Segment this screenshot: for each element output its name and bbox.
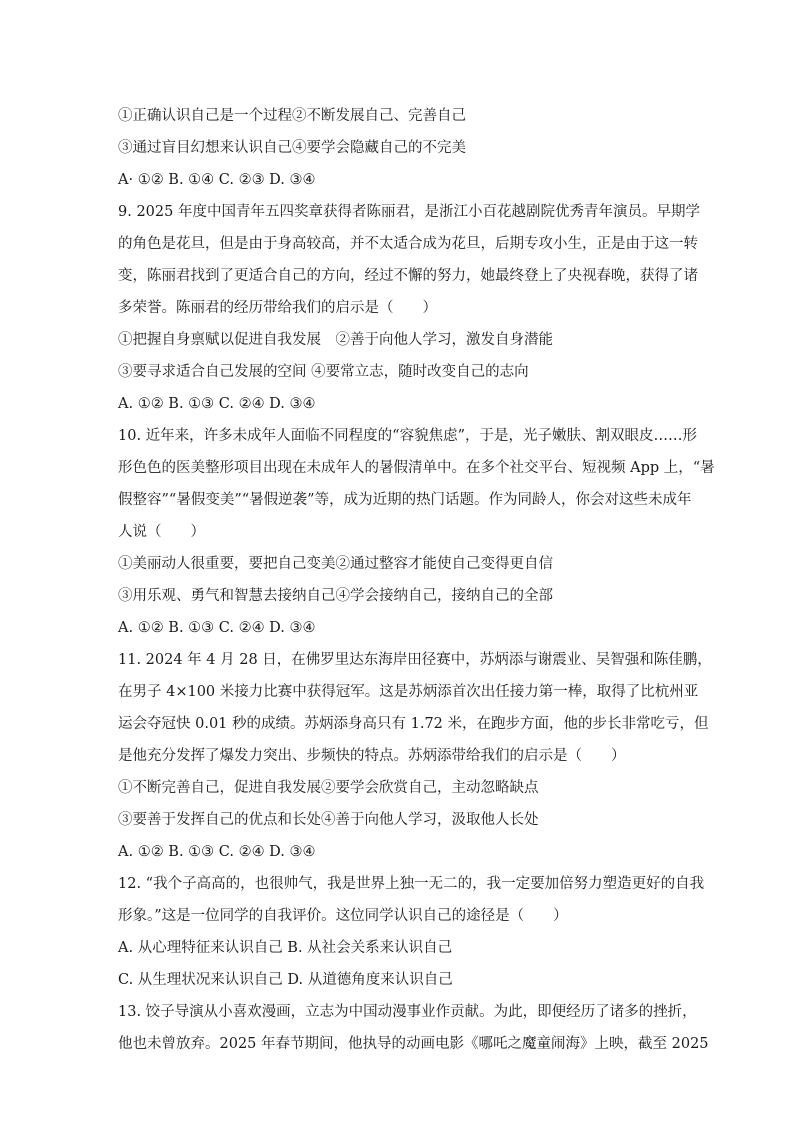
- q9-stem-line-4: 多荣誉。陈丽君的经历带给我们的启示是（ ）: [118, 300, 437, 316]
- q9-stem-line-1: 9. 2025 年度中国青年五四奖章获得者陈丽君，是浙江小百花越剧院优秀青年演员。早期学: [118, 204, 700, 220]
- q10-option-line-1: ①美丽动人很重要，要把自己变美②通过整容才能使自己变得更自信: [118, 556, 553, 572]
- q12-option-line-1: A. 从心理特征来认识自己 B. 从社会关系来认识自己: [118, 940, 453, 956]
- page-content: [118, 100, 715, 1060]
- q11-stem-line-4: 是他充分发挥了爆发力突出、步频快的特点。苏炳添带给我们的启示是（ ）: [118, 748, 626, 764]
- q10-stem-line-3: 假整容”“暑假变美”“暑假逆袭”等，成为近期的热门话题。作为同龄人，你会对这些未成年: [118, 492, 692, 508]
- q8-answer-choices: A· ①② B. ①④ C. ②③ D. ③④: [118, 172, 316, 188]
- q12-stem-line-2: 形象。”这是一位同学的自我评价。这位同学认识自己的途径是（ ）: [118, 908, 568, 924]
- q9-answer-choices: A. ①② B. ①③ C. ②④ D. ③④: [118, 396, 316, 412]
- q11-stem-line-1: 11. 2024 年 4 月 28 日，在佛罗里达东海岸田径赛中，苏炳添与谢震业、吴智强和陈佳鹏，: [118, 652, 712, 668]
- q9-stem-line-3: 变，陈丽君找到了更适合自己的方向，经过不懈的努力，她最终登上了央视春晚，获得了诸: [118, 268, 698, 284]
- q11-stem-line-2: 在男子 4×100 米接力比赛中获得冠军。这是苏炳添首次出任接力第一棒，取得了比杭州亚: [118, 684, 699, 700]
- q10-stem-line-4: 人说（ ）: [118, 524, 205, 540]
- q9-stem-line-2: 的角色是花旦，但是由于身高较高，并不太适合成为花旦，后期专攻小生，正是由于这一转: [118, 236, 698, 252]
- q10-stem-line-2: 形色色的医美整形项目出现在未成年人的暑假清单中。在多个社交平台、短视频 App 上，“暑: [118, 460, 715, 476]
- q9-option-line-1: ①把握自身禀赋以促进自我发展 ②善于向他人学习，激发自身潜能: [118, 332, 553, 348]
- q13-stem-line-1: 13. 饺子导演从小喜欢漫画，立志为中国动漫事业作贡献。为此，即便经历了诸多的挫折，: [118, 1004, 697, 1020]
- q8-option-line-1: ①正确认识自己是一个过程②不断发展自己、完善自己: [118, 108, 466, 124]
- q9-option-line-2: ③要寻求适合自己发展的空间 ④要常立志，随时改变自己的志向: [118, 364, 529, 380]
- q8-option-line-2: ③通过盲目幻想来认识自己④要学会隐藏自己的不完美: [118, 140, 466, 156]
- q10-option-line-2: ③用乐观、勇气和智慧去接纳自己④学会接纳自己，接纳自己的全部: [118, 588, 553, 604]
- q10-answer-choices: A. ①② B. ①③ C. ②④ D. ③④: [118, 620, 316, 636]
- q12-option-line-2: C. 从生理状况来认识自己 D. 从道德角度来认识自己: [118, 972, 453, 988]
- q11-option-line-1: ①不断完善自己，促进自我发展②要学会欣赏自己，主动忽略缺点: [118, 780, 539, 796]
- q11-answer-choices: A. ①② B. ①③ C. ②④ D. ③④: [118, 844, 316, 860]
- q11-stem-line-3: 运会夺冠快 0.01 秒的成绩。苏炳添身高只有 1.72 米，在跑步方面，他的步长非常吃亏，但: [118, 716, 709, 732]
- q11-option-line-2: ③要善于发挥自己的优点和长处④善于向他人学习，汲取他人长处: [118, 812, 539, 828]
- q12-stem-line-1: 12. “我个子高高的，也很帅气，我是世界上独一无二的，我一定要加倍努力塑造更好的自我: [118, 876, 705, 892]
- q13-stem-line-2: 他也未曾放弃。2025 年春节期间，他执导的动画电影《哪吒之魔童闹海》上映，截至 2025: [118, 1036, 709, 1052]
- q10-stem-line-1: 10. 近年来，许多未成年人面临不同程度的“容貌焦虑”，于是，光子嫩肤、割双眼皮……形: [118, 428, 697, 444]
